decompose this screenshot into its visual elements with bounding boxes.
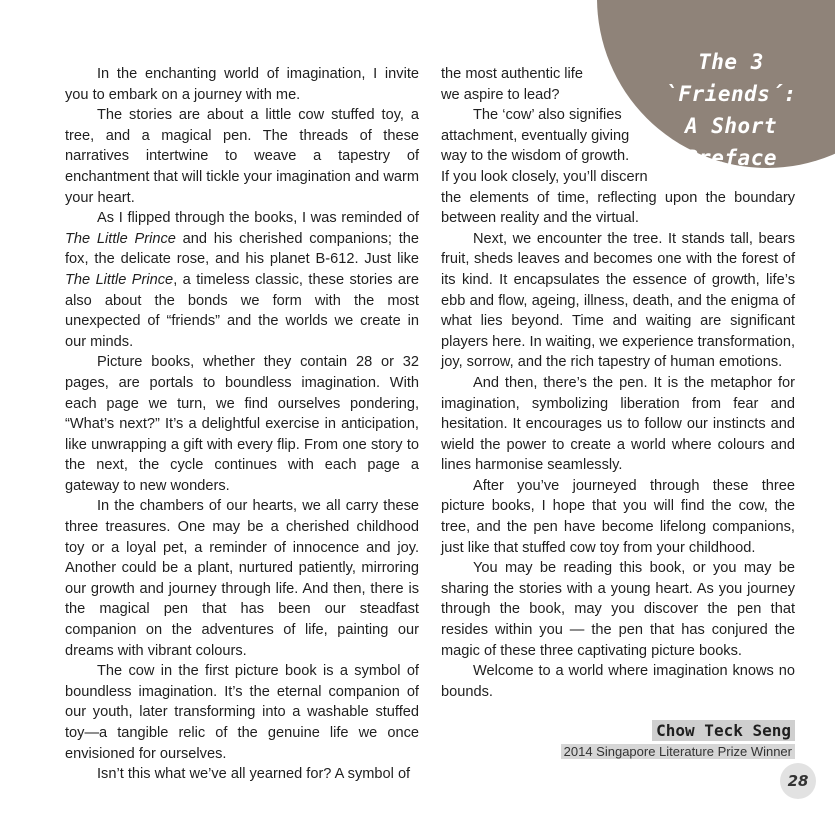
paragraph: You may be reading this book, or you may be sharing the stories with a young heart. As you journey through the book, may you discover the pen that resides within you — the pen that has conjured the magic of these three captivating picture books.: [441, 560, 795, 659]
title-line-1: The 3 `Friends´:: [665, 50, 797, 106]
left-column: [65, 64, 419, 785]
paragraph: In the enchanting world of imagination, I invite you to embark on a journey with me.: [65, 66, 419, 103]
paragraph: the elements of time, reflecting upon the boundary between reality and the virtual.: [441, 189, 795, 227]
author-credit: 2014 Singapore Literature Prize Winner: [561, 744, 795, 759]
paragraph: [65, 208, 419, 352]
author-signature: [561, 720, 795, 759]
paragraph: Picture books, whether they contain 28 or 32 pages, are portals to boundless imagination. With each page we turn, we find ourselves pondering, “What’s next?” It’s a delightful exercise in anticipation, like unwrapping a gift with every flip. From one story to the next, the cycle continues with each page a gateway to new wonders.: [65, 354, 419, 494]
paragraph: Next, we encounter the tree. It stands tall, bears fruit, sheds leaves and becomes one with the forest of its kind. It encapsulates the essence of growth, life’s ebb and flow, ageing, illness, death, and the enigma of what lies beyond. Time and waiting are significant players here. In waiting, we experience transformation, joy, sorrow, and the rich tapestry of human emotions.: [441, 230, 795, 371]
paragraph: The cow in the first picture book is a symbol of boundless imagination. It’s the eternal companion of our youth, later transforming into a washable stuffed toy—a tangible relic of the genuine life we once envisioned for ourselves.: [65, 663, 419, 762]
text-run: , a timeless classic, these stories are also about the bonds we form with the most unexpected of “friends” and the worlds we create in our minds.: [65, 271, 420, 350]
text-run: and his cherished companions; the fox, the delicate rose, and his planet B-612. Just like: [65, 230, 420, 268]
paragraph: In the chambers of our hearts, we all carry these three treasures. One may be a cherished childhood toy or a loyal pet, a reminder of innocence and joy. Another could be a plant, nurtured patiently, mirroring our growth and journey through life. And then, there is the magical pen that has been our steadfast companion on the adventures of life, painting our dreams with vibrant colours.: [65, 498, 419, 659]
book-title: The Little Prince: [65, 230, 176, 247]
page-number: 28: [780, 763, 816, 799]
text-run: As I flipped through the books, I was reminded of: [97, 210, 419, 227]
paragraph: Isn’t this what we’ve all yearned for? A symbol of: [97, 766, 411, 783]
paragraph: And then, there’s the pen. It is the metaphor for imagination, symbolizing liberation from fear and hesitation. It encourages us to follow our instincts and wield the power to create a world where colours and lines harmonise seamlessly.: [441, 374, 795, 474]
paragraph: Welcome to a world where imagination knows no bounds.: [441, 663, 795, 700]
paragraph: the most authentic life we aspire to lead?: [441, 66, 583, 103]
book-title: The Little Prince: [65, 271, 174, 288]
paragraph: The stories are about a little cow stuffed toy, a tree, and a magical pen. The threads of these narratives intertwine to weave a tapestry of enchantment that will tickle your imagination and warm your heart.: [65, 107, 419, 206]
paragraph: After you’ve journeyed through these three picture books, I hope that you will find the cow, the tree, and the pen have become lifelong companions, just like that stuffed cow toy from your childhood.: [441, 477, 795, 556]
paragraph: The ‘cow’ also signifies attachment, eventually giving way to the wisdom of growth. If you look closely, you’ll discern: [441, 107, 648, 185]
title-line-2: A Short Preface: [684, 114, 777, 170]
right-column: [441, 64, 795, 702]
author-name: Chow Teck Seng: [652, 720, 795, 741]
